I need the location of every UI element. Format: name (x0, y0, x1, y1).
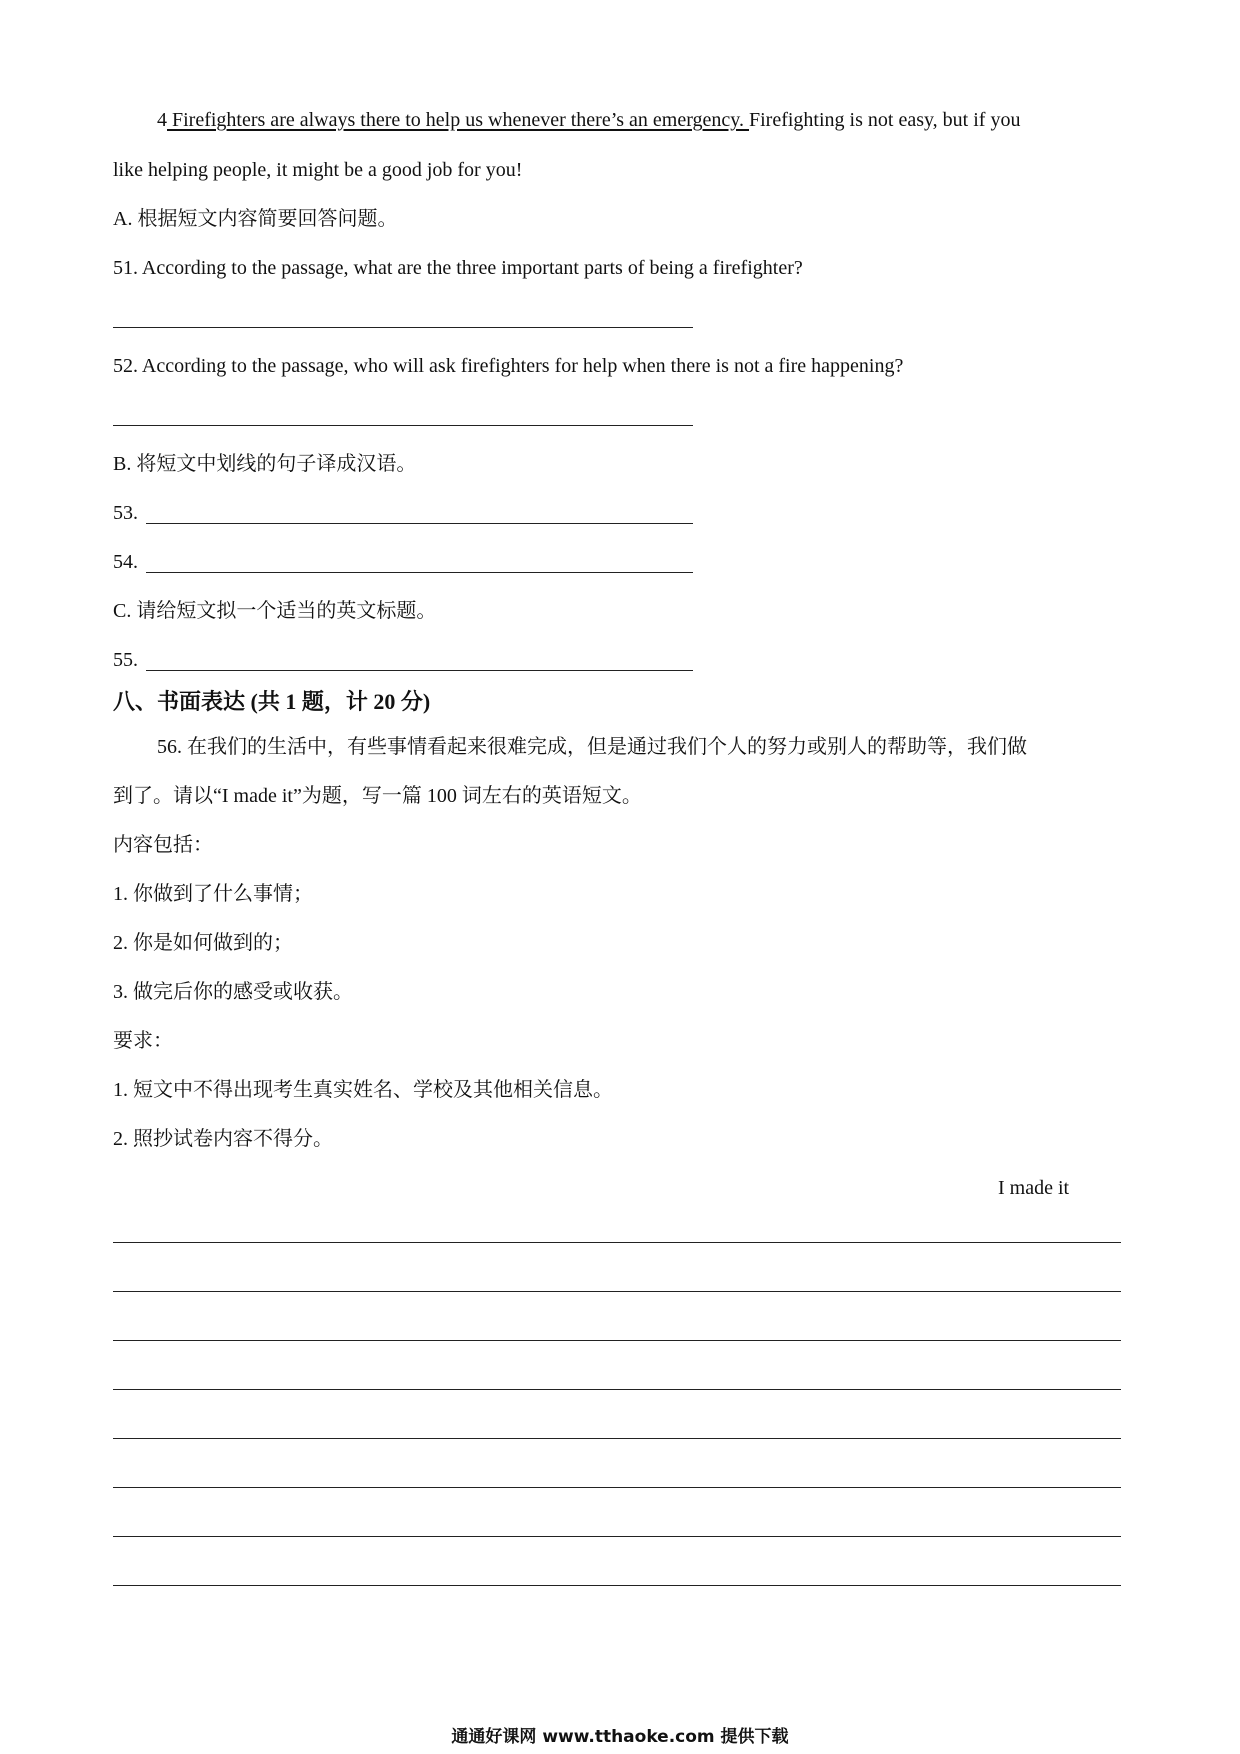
question-56-line1: 56. 在我们的生活中，有些事情看起来很难完成，但是通过我们个人的努力或别人的帮助等，我们做 (157, 736, 1027, 758)
answer-line-51[interactable] (113, 327, 693, 328)
question-52: 52. According to the passage, who will ask firefighters for help when there is not a fire happening? (113, 355, 904, 377)
section-a-instruction: A. 根据短文内容简要回答问题。 (113, 208, 398, 230)
content-item: 3. 做完后你的感受或收获。 (113, 981, 353, 1003)
writing-line[interactable] (113, 1585, 1121, 1586)
section-b-instruction: B. 将短文中划线的句子译成汉语。 (113, 453, 417, 475)
paragraph-number: 4 (157, 109, 167, 131)
requirement-item: 1. 短文中不得出现考生真实姓名、学校及其他相关信息。 (113, 1079, 613, 1101)
answer-line-54[interactable] (146, 572, 693, 573)
passage-text-line2: like helping people, it might be a good job for you! (113, 159, 523, 181)
content-heading: 内容包括： (113, 834, 213, 856)
answer-line-55[interactable] (146, 670, 693, 671)
writing-line[interactable] (113, 1340, 1121, 1341)
passage-text: Firefighting is not easy, but if you (749, 109, 1021, 131)
underlined-sentence: Firefighters are always there to help us whenever there’s an emergency. (167, 109, 749, 131)
writing-line[interactable] (113, 1242, 1121, 1243)
writing-line[interactable] (113, 1536, 1121, 1537)
writing-line[interactable] (113, 1438, 1121, 1439)
content-item: 1. 你做到了什么事情； (113, 883, 313, 905)
requirement-item: 2. 照抄试卷内容不得分。 (113, 1128, 333, 1150)
page-footer: 通通好课网 www.tthaoke.com 提供下载 (451, 1727, 789, 1747)
writing-line[interactable] (113, 1389, 1121, 1390)
essay-title: I made it (998, 1177, 1070, 1199)
question-56-line2: 到了。请以“I made it”为题，写一篇 100 词左右的英语短文。 (113, 785, 642, 807)
section-8-heading: 八、书面表达 (共 1 题，计 20 分) (113, 689, 431, 714)
section-c-instruction: C. 请给短文拟一个适当的英文标题。 (113, 600, 437, 622)
writing-line[interactable] (113, 1487, 1121, 1488)
content-item: 2. 你是如何做到的； (113, 932, 293, 954)
answer-line-52[interactable] (113, 425, 693, 426)
writing-line[interactable] (113, 1291, 1121, 1292)
passage-last-paragraph (157, 106, 1020, 134)
question-55-label: 55. (113, 649, 138, 671)
requirements-heading: 要求： (113, 1030, 173, 1052)
question-54-label: 54. (113, 551, 138, 573)
question-53-label: 53. (113, 502, 138, 524)
question-51: 51. According to the passage, what are the three important parts of being a firefighter? (113, 257, 803, 279)
answer-line-53[interactable] (146, 523, 693, 524)
